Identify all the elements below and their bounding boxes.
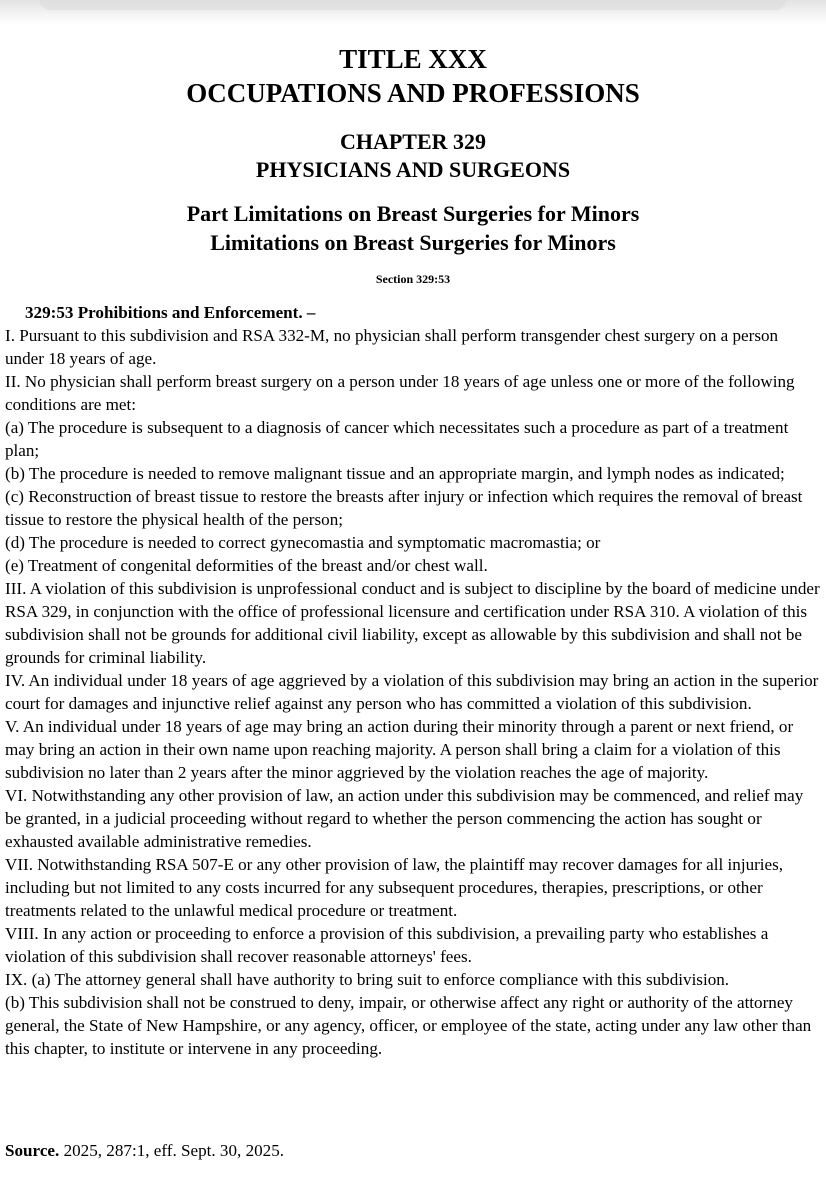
paragraph-VI: VI. Notwithstanding any other provision of law, an action under this subdivision may be commenced, and relief may be granted, in a judicial proceeding without regard to whether the person commencing the action has sought or exhausted available administrative remedies. [5,786,804,851]
chapter-number: CHAPTER 329 [339,129,487,154]
chapter-name: PHYSICIANS AND SURGEONS [255,157,571,182]
paragraph-I: I. Pursuant to this subdivision and RSA 332-M, no physician shall perform transgender chest surgery on a person under 18 years of age. [5,326,779,368]
paragraph-IX-b: (b) This subdivision shall not be construed to deny, impair, or otherwise affect any right or authority of the attorney general, the State of New Hampshire, or any agency, officer, or employee of the state, acting under any law other than this chapter, to institute or intervene in any proceeding. [5,993,812,1058]
paragraph-II: II. No physician shall perform breast surgery on a person under 18 years of age unless one or more of the following conditions are met: [5,372,795,414]
paragraph-II-e: (e) Treatment of congenital deformities of the breast and/or chest wall. [5,556,488,575]
paragraph-III: III. A violation of this subdivision is unprofessional conduct and is subject to discipline by the board of medicine under RSA 329, in conjunction with the office of professional licensure and certification under RSA 310. A violation of this subdivision shall not be grounds for additional civil liability, except as allowable by this subdivision and shall not be grounds for criminal liability. [5,579,820,667]
paragraph-V: V. An individual under 18 years of age may bring an action during their minority through a parent or next friend, or may bring an action in their own name upon reaching majority. A person shall bring a claim for a violation of this subdivision no later than 2 years after the minor aggrieved by the violation reaches the age of majority. [5,717,794,782]
paragraph-VIII: VIII. In any action or proceeding to enforce a provision of this subdivision, a prevailing party who establishes a violation of this subdivision shall recover reasonable attorneys' fees. [5,924,769,966]
paragraph-IX-a: IX. (a) The attorney general shall have authority to bring suit to enforce compliance with this subdivision. [5,970,730,989]
source-line [5,1139,821,1162]
paragraph-II-c: (c) Reconstruction of breast tissue to restore the breasts after injury or infection which requires the removal of breast tissue to restore the physical health of the person; [5,487,803,529]
source-label: Source. [5,1141,60,1160]
section-reference: Section 329:53 [375,272,451,286]
paragraph-VII: VII. Notwithstanding RSA 507-E or any other provision of law, the plaintiff may recover damages for all injuries, including but not limited to any costs incurred for any subsequent procedures, therapies, prescriptions, or other treatments related to the unlawful medical procedure or treatment. [5,855,784,920]
title-number: TITLE XXX [339,44,487,74]
paragraph-II-a: (a) The procedure is subsequent to a diagnosis of cancer which necessitates such a procedure as part of a treatment plan; [5,418,789,460]
paragraph-IV: IV. An individual under 18 years of age aggrieved by a violation of this subdivision may bring an action in the superior court for damages and injunctive relief against any person who has committed a violation of this subdivision. [5,671,819,713]
top-edge-shadow [0,0,826,26]
paragraph-II-d: (d) The procedure is needed to correct gynecomastia and symptomatic macromastia; or [5,533,601,552]
part-heading: Part Limitations on Breast Surgeries for Minors [186,201,640,226]
section-body [5,301,821,1060]
paragraph-II-b: (b) The procedure is needed to remove malignant tissue and an appropriate margin, and lymph nodes as indicated; [5,464,785,483]
source-text: 2025, 287:1, eff. Sept. 30, 2025. [59,1141,285,1160]
title-name: OCCUPATIONS AND PROFESSIONS [186,78,640,108]
subdivision-heading: Limitations on Breast Surgeries for Minors [210,230,616,255]
section-heading: 329:53 Prohibitions and Enforcement. – [25,303,316,322]
